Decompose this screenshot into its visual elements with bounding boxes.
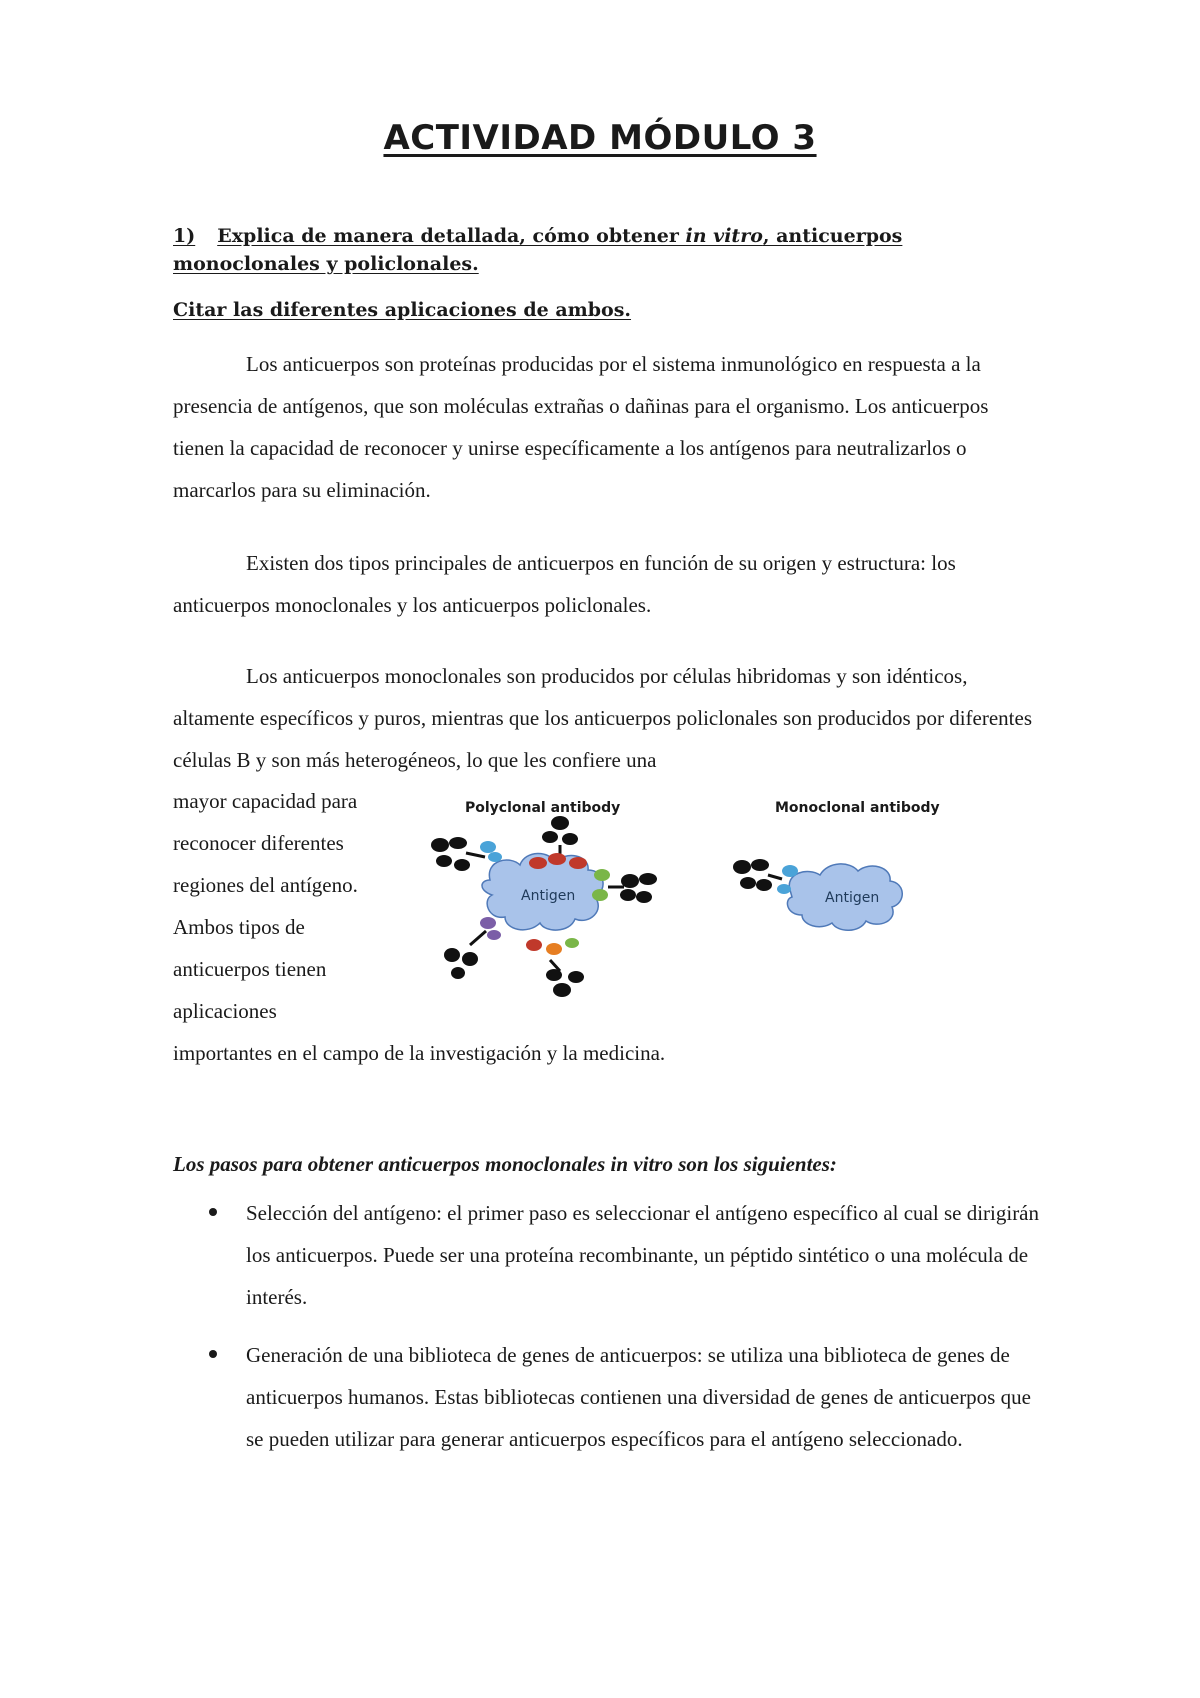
antibody-right bbox=[608, 873, 657, 903]
antibody-figure bbox=[430, 795, 970, 1010]
wrapped-line: mayor capacidad para bbox=[173, 789, 358, 813]
wrapped-line: anticuerpos tienen bbox=[173, 957, 327, 981]
antibody-top bbox=[542, 816, 578, 857]
list-item bbox=[173, 1334, 1043, 1460]
wrapped-line: reconocer diferentes bbox=[173, 831, 344, 855]
epitope-blue bbox=[777, 884, 791, 894]
epitope-red bbox=[548, 853, 566, 865]
wrapped-line: Ambos tipos de bbox=[173, 915, 305, 939]
step-text: Generación de una biblioteca de genes de anticuerpos: se utiliza una biblioteca de genes de anticuerpos humanos. Estas bibliotecas contienen una diversidad de genes de anticuerpos que se pueden utilizar para generar anticuerpos específicos para el antígeno seleccionado. bbox=[246, 1343, 1031, 1451]
monoclonal-label: Monoclonal antibody bbox=[775, 800, 940, 816]
question-number: 1) bbox=[173, 225, 196, 247]
epitope-green bbox=[594, 869, 610, 881]
paragraph-comparison: Los anticuerpos monoclonales son producidos por células hibridomas y son idénticos, altamente específicos y puros, mientras que los anticuerpos policlonales son producidos por diferentes células B y son más heterogéneos, lo que les confiere una bbox=[173, 664, 1033, 772]
steps-list bbox=[173, 1192, 1043, 1476]
antibody-left bbox=[431, 837, 485, 871]
question-text-before: Explica de manera detallada, cómo obtener bbox=[217, 225, 686, 247]
epitope-red bbox=[569, 857, 587, 869]
question-text-italic: in vitro bbox=[685, 225, 763, 247]
wrapped-line: importantes en el campo de la investigación y la medicina. bbox=[173, 1041, 666, 1065]
epitope-blue bbox=[782, 865, 798, 877]
antibody-bottom-right bbox=[546, 960, 584, 997]
epitope-orange bbox=[546, 943, 562, 955]
wrapped-line: aplicaciones bbox=[173, 999, 277, 1023]
paragraph-types: Existen dos tipos principales de anticuerpos en función de su origen y estructura: los anticuerpos monoclonales y los anticuerpos policlonales. bbox=[173, 551, 956, 617]
epitope-purple bbox=[480, 917, 496, 929]
question-text-after: , anticuerpos monoclonales y policlonales. bbox=[173, 225, 903, 275]
antigen-label: Antigen bbox=[825, 890, 880, 906]
question-subheading: Citar las diferentes aplicaciones de ambos. bbox=[173, 299, 632, 321]
list-item bbox=[173, 1192, 1043, 1318]
epitope-red bbox=[529, 857, 547, 869]
polyclonal-label: Polyclonal antibody bbox=[465, 800, 621, 816]
step-text: Selección del antígeno: el primer paso es seleccionar el antígeno específico al cual se dirigirán los anticuerpos. Puede ser una proteína recombinante, un péptido sintético o una molécula de interés. bbox=[246, 1201, 1040, 1309]
paragraph-intro: Los anticuerpos son proteínas producidas por el sistema inmunológico en respuesta a la presencia de antígenos, que son moléculas extrañas o dañinas para el organismo. Los anticuerpos tienen la capacidad de reconocer y unirse específicamente a los antígenos para neutralizarlos o marcarlos para su eliminación. bbox=[173, 352, 989, 502]
bullet-icon bbox=[209, 1208, 217, 1216]
epitope-blue bbox=[488, 852, 502, 862]
monoclonal-antibody bbox=[733, 859, 782, 891]
page-title: ACTIVIDAD MÓDULO 3 bbox=[383, 118, 817, 158]
epitope-blue bbox=[480, 841, 496, 853]
epitope-red bbox=[526, 939, 542, 951]
antibody-bottom-left bbox=[444, 931, 486, 979]
epitope-green bbox=[592, 889, 608, 901]
monoclonal-antigen bbox=[787, 864, 902, 930]
question-heading bbox=[173, 222, 1043, 278]
epitope-green bbox=[565, 938, 579, 948]
epitope-purple bbox=[487, 930, 501, 940]
wrapped-line: regiones del antígeno. bbox=[173, 873, 358, 897]
bullet-icon bbox=[209, 1350, 217, 1358]
antigen-label: Antigen bbox=[521, 888, 576, 904]
steps-heading: Los pasos para obtener anticuerpos monoclonales in vitro son los siguientes: bbox=[173, 1152, 837, 1176]
